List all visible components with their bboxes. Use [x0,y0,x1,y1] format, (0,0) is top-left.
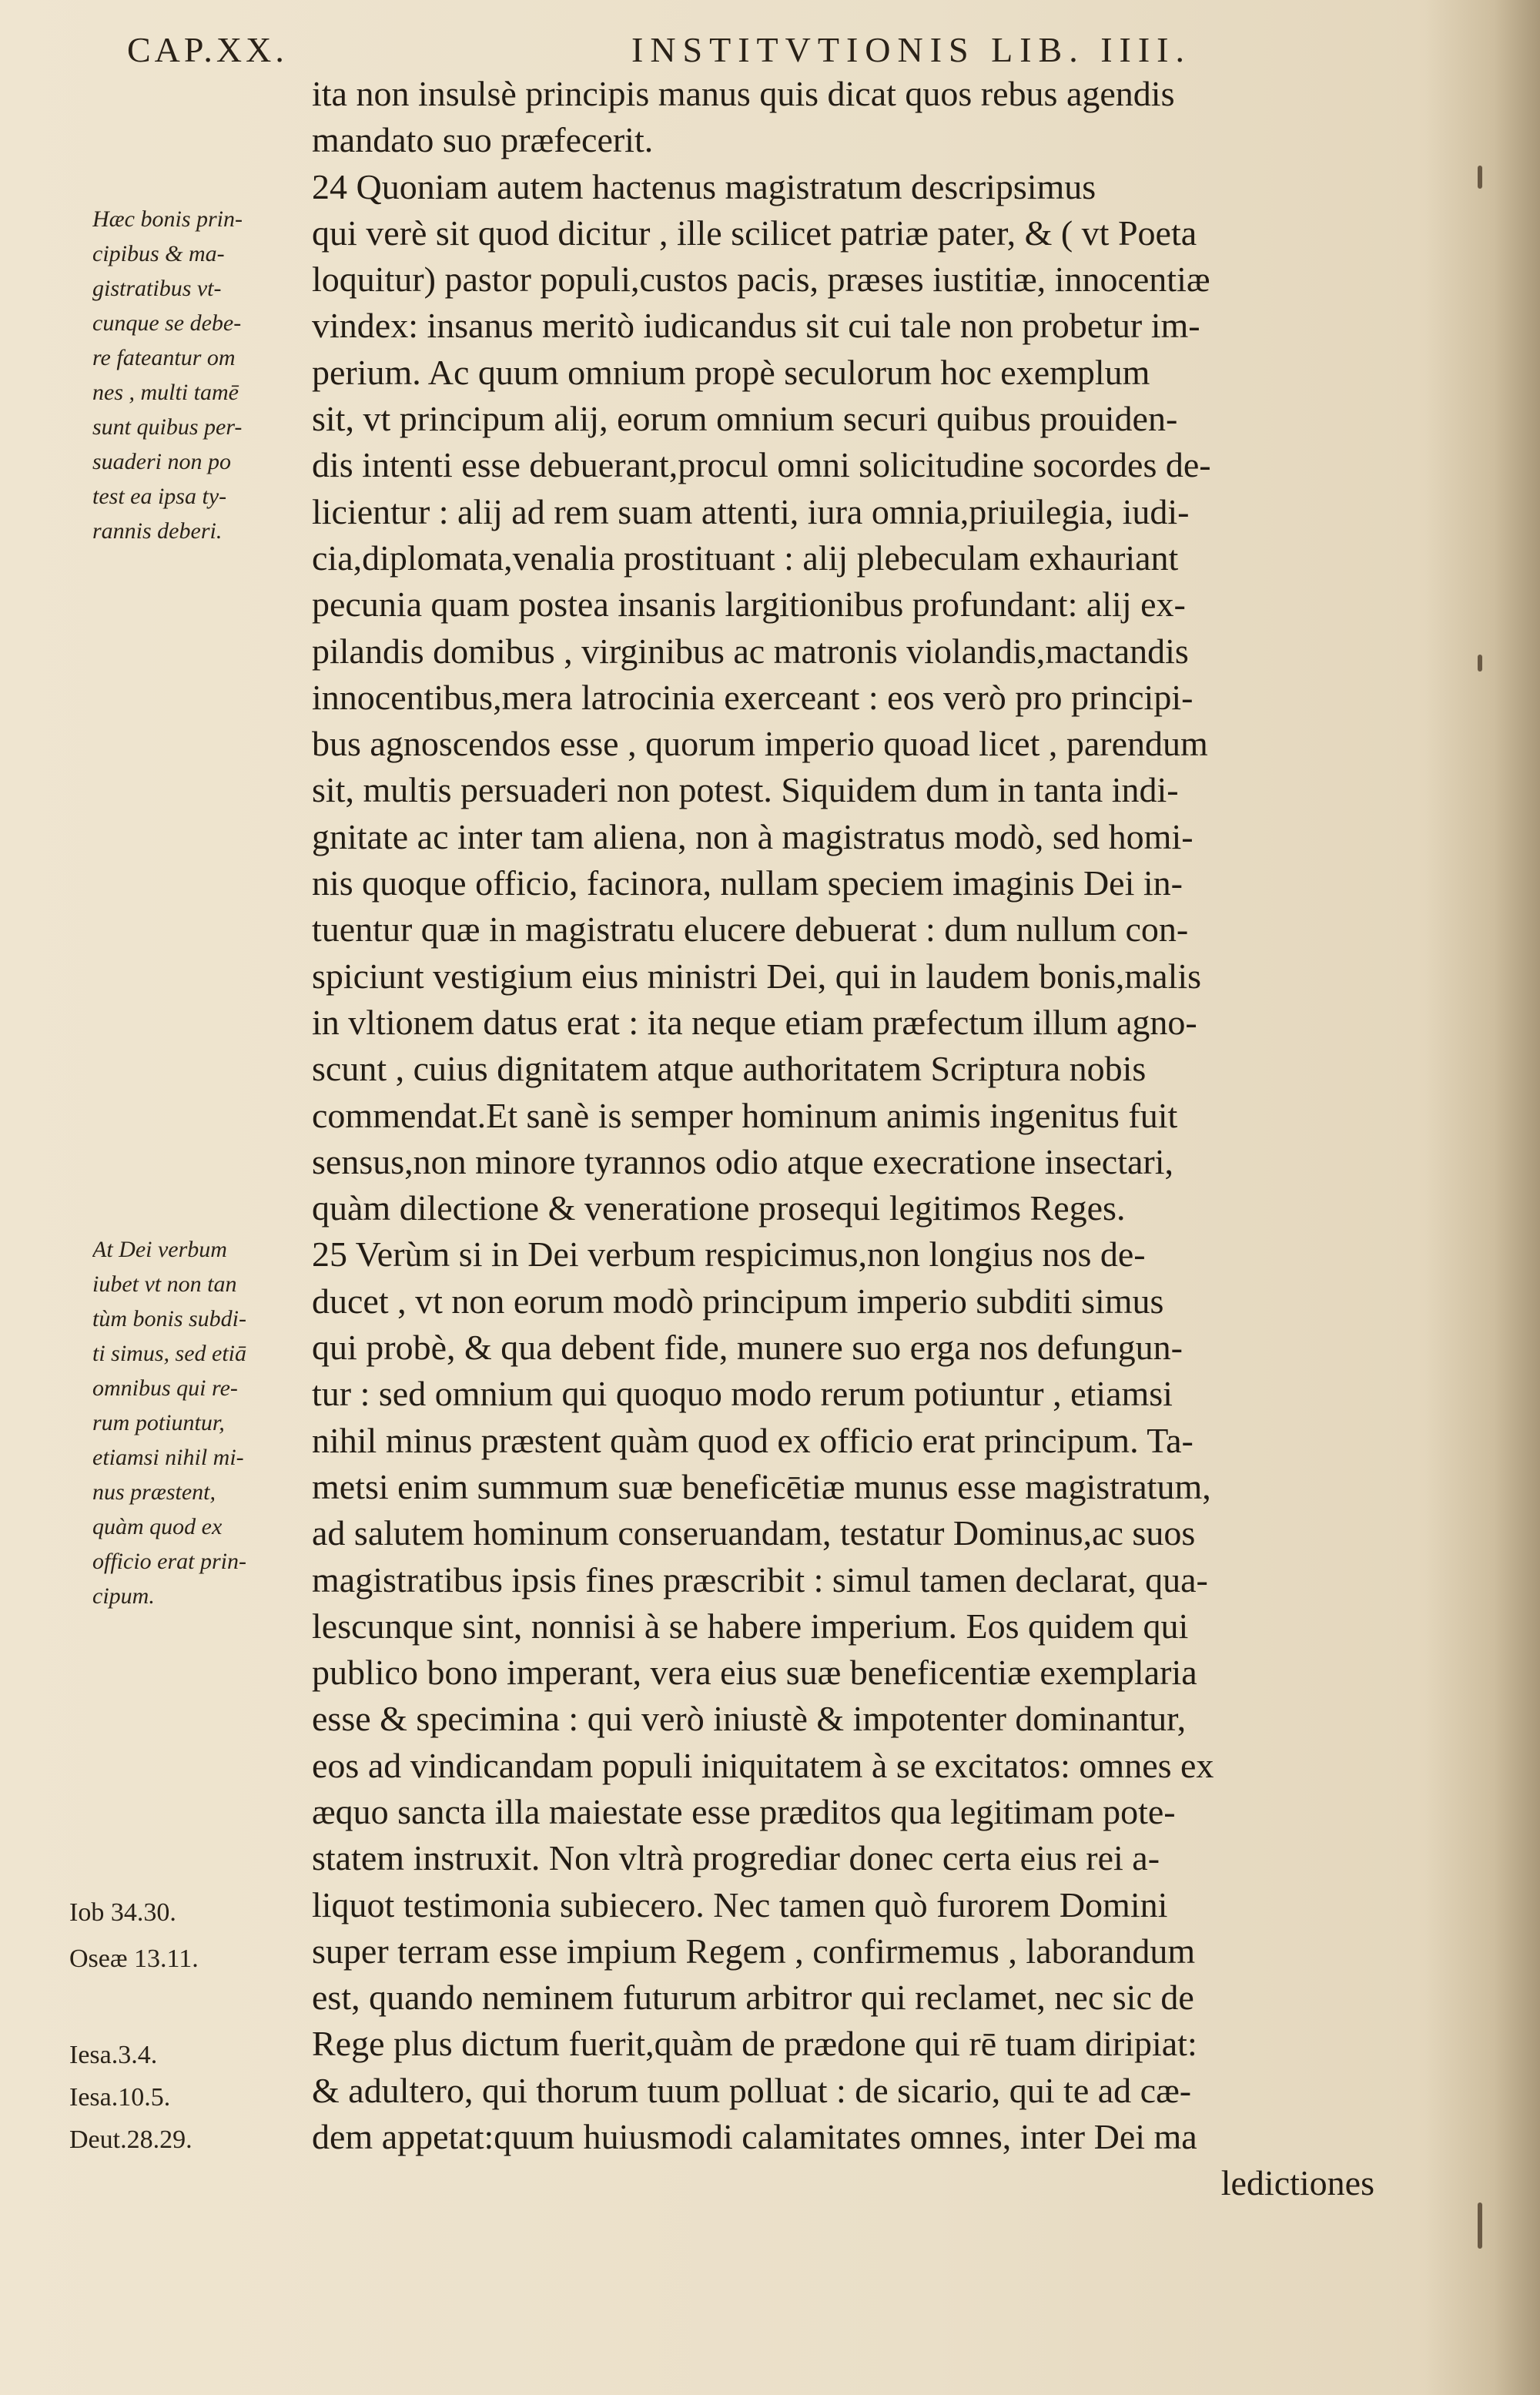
margin-note-line: quàm quod ex [92,1514,223,1539]
text-line: statem instruxit. Non vltrà progrediar donec certa eius rei a- [312,1838,1160,1878]
text-line: ledictiones [1220,2163,1374,2203]
text-line: qui probè, & qua debent fide, munere suo erga nos defungun- [312,1328,1183,1368]
margin-note-line: omnibus qui re- [92,1375,238,1401]
text-line: qui verè sit quod dicitur , ille scilicet patriæ pater, & ( vt Poeta [312,213,1197,253]
text-line: magistratibus ipsis fines præscribit : simul tamen declarat, qua- [312,1559,1208,1599]
text-line: super terram esse impium Regem , confirmemus , laborandum [312,1931,1196,1971]
text-line: tur : sed omnium qui quoquo modo rerum potiuntur , etiamsi [312,1374,1173,1414]
text-line: vindex: insanus meritò iudicandus sit cui tale non probetur im- [312,306,1200,346]
text-line: Rege plus dictum fuerit,quàm de prædone qui rē tuam diripiat: [312,2024,1197,2064]
text-line: gnitate ac inter tam aliena, non à magistratus modò, sed homi- [312,816,1194,856]
scripture-reference: Oseæ 13.11. [69,1944,199,1973]
page-mark [1478,2202,1482,2249]
text-line: & adultero, qui thorum tuum polluat : de sicario, qui te ad cæ- [312,2070,1192,2110]
text-line: sit, vt principum alij, eorum omnium securi quibus prouiden- [312,399,1178,439]
scripture-reference: Iesa.3.4. [69,2041,158,2069]
text-line: nis quoque officio, facinora, nullam speciem imaginis Dei in- [312,863,1183,903]
page-mark [1478,166,1482,189]
text-line: mandato suo præfecerit. [312,120,654,160]
page-mark [1478,655,1482,672]
margin-note-line: nes , multi tamē [92,380,239,405]
margin-note-line: At Dei verbum [92,1237,227,1262]
text-line: ita non insulsè principis manus quis dicat quos rebus agendis [312,74,1175,113]
text-line: licientur : alij ad rem suam attenti, iura omnia,priuilegia, iudi- [312,491,1190,531]
margin-note-1 [92,202,316,548]
margin-note-line: Hæc bonis prin- [92,206,243,232]
margin-note-line: rum potiuntur, [92,1410,225,1435]
page-edge-shadow [1424,0,1540,2395]
text-line: cia,diplomata,venalia prostituant : alij plebeculam exhauriant [312,538,1179,578]
text-line: in vltionem datus erat : ita neque etiam præfectum illum agno- [312,1002,1197,1042]
margin-note-line: suaderi non po [92,449,231,474]
text-line: ad salutem hominum conseruandam, testatur Dominus,ac suos [312,1513,1196,1553]
margin-note-line: re fateantur om [92,345,236,370]
running-header [127,29,1405,75]
scripture-reference: Deut.28.29. [69,2125,192,2154]
margin-note-line: cipum. [92,1583,155,1609]
margin-note-line: nus præstent, [92,1479,216,1505]
margin-note-line: iubet vt non tan [92,1271,237,1297]
text-line: spiciunt vestigium eius ministri Dei, qui in laudem bonis,malis [312,956,1202,996]
margin-note-line: ti simus, sed etiā [92,1341,246,1366]
text-line: dis intenti esse debuerant,procul omni solicitudine socordes de- [312,445,1211,485]
text-line: eos ad vindicandam populi iniquitatem à se excitatos: omnes ex [312,1745,1214,1785]
text-line: innocentibus,mera latrocinia exerceant : eos verò pro principi- [312,677,1194,717]
chapter-heading: CAP.XX. [127,30,288,69]
margin-note-line: officio erat prin- [92,1549,246,1574]
margin-note-line: gistratibus vt- [92,276,222,301]
running-title: INSTITVTIONIS LIB. IIII. [631,30,1191,69]
text-line: liquot testimonia subiecero. Nec tamen quò furorem Domini [312,1884,1168,1924]
margin-note-line: rannis deberi. [92,518,223,544]
text-line: est, quando neminem futurum arbitror qui reclamet, nec sic de [312,1978,1194,2018]
text-line: metsi enim summum suæ beneficētiæ munus esse magistratum, [312,1466,1211,1506]
text-line: quàm dilectione & veneratione prosequi legitimos Reges. [312,1188,1126,1228]
text-line: nihil minus præstent quàm quod ex officio erat principum. Ta- [312,1420,1194,1460]
text-line: dem appetat:quum huiusmodi calamitates omnes, inter Dei ma [312,2117,1197,2157]
main-text [312,71,1405,2207]
text-line: scunt , cuius dignitatem atque authoritatem Scriptura nobis [312,1049,1147,1089]
text-line: lescunque sint, nonnisi à se habere imperium. Eos quidem qui [312,1606,1189,1646]
text-line: publico bono imperant, vera eius suæ beneficentiæ exemplaria [312,1653,1197,1693]
margin-note-2 [92,1232,316,1613]
text-line: pilandis domibus , virginibus ac matronis violandis,mactandis [312,631,1189,671]
margin-note-line: tùm bonis subdi- [92,1306,247,1331]
text-line: ducet , vt non eorum modò principum imperio subditi simus [312,1281,1164,1321]
scripture-reference: Iesa.10.5. [69,2083,171,2112]
text-line: loquitur) pastor populi,custos pacis, præses iustitiæ, innocentiæ [312,260,1210,300]
text-line: commendat.Et sanè is semper hominum animis ingenitus fuit [312,1095,1178,1135]
margin-note-line: cipibus & ma- [92,241,225,266]
scripture-reference: Iob 34.30. [69,1898,176,1927]
text-line: esse & specimina : qui verò iniustè & impotenter dominantur, [312,1699,1187,1739]
text-line: perium. Ac quum omnium propè seculorum hoc exemplum [312,352,1150,392]
text-line: sit, multis persuaderi non potest. Siquidem dum in tanta indi- [312,770,1179,810]
margin-note-line: cunque se debe- [92,310,242,336]
text-line: bus agnoscendos esse , quorum imperio quoad licet , parendum [312,724,1208,764]
text-line: 24 Quoniam autem hactenus magistratum descripsimus [312,166,1096,206]
text-line: sensus,non minore tyrannos odio atque execratione insectari, [312,1141,1174,1181]
text-line: 25 Verùm si in Dei verbum respicimus,non longius nos de- [312,1234,1146,1275]
text-line: æquo sancta illa maiestate esse præditos qua legitimam pote- [312,1791,1176,1831]
margin-note-line: etiamsi nihil mi- [92,1445,244,1470]
text-line: tuentur quæ in magistratu elucere debuerat : dum nullum con- [312,909,1189,950]
margin-note-line: test ea ipsa ty- [92,484,227,509]
text-line: pecunia quam postea insanis largitionibus profundant: alij ex- [312,585,1186,625]
margin-note-line: sunt quibus per- [92,414,243,440]
